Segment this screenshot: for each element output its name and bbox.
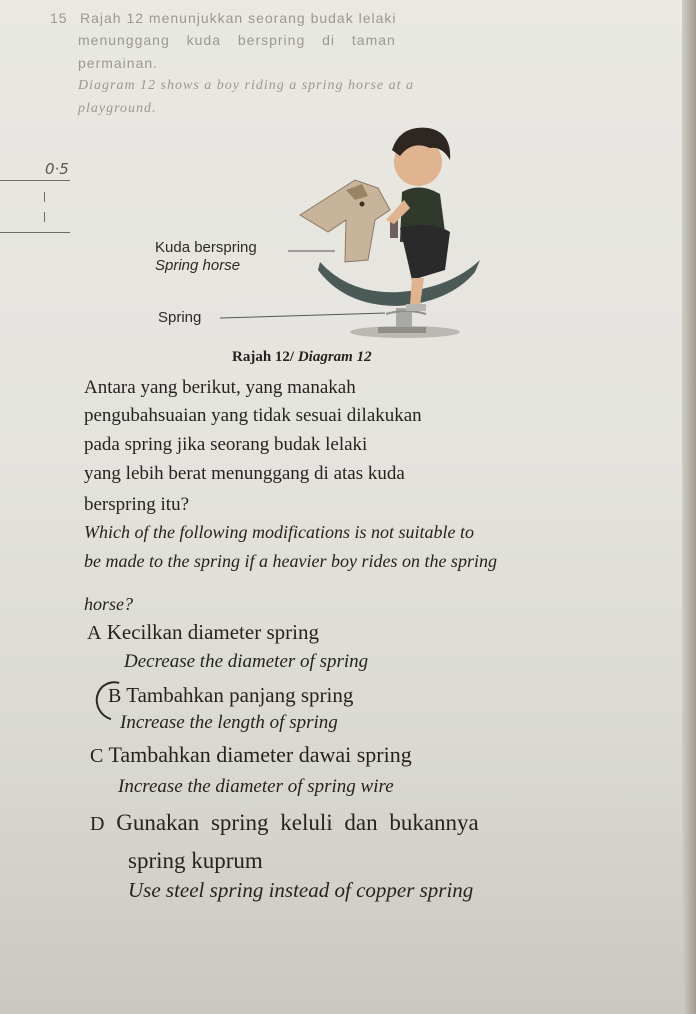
option-b-ms: Tambahkan panjang spring (126, 683, 354, 707)
horse-head (300, 180, 390, 262)
horse-eye (360, 202, 365, 207)
label-pointer-spring (220, 313, 385, 318)
stem-ms-line-4: yang lebih berat menunggang di atas kuda (84, 463, 405, 484)
option-b[interactable] (108, 683, 353, 708)
spring-horse-diagram (150, 120, 490, 350)
option-d-ms-line-2: spring kuprum (128, 848, 263, 873)
margin-tick (44, 212, 45, 222)
stem-ms-line-3: pada spring jika seorang budak lelaki (84, 434, 368, 455)
diagram-caption (232, 349, 372, 366)
option-c-letter: C (90, 745, 104, 767)
boy-shoe (406, 304, 426, 311)
intro-ms-line-2: menunggang kuda berspring di taman (78, 32, 396, 48)
margin-handwritten-note: 0·5 (45, 160, 69, 178)
caption-en: Diagram 12 (297, 349, 372, 365)
margin-line-lower (0, 232, 70, 233)
stem-ms-line-1: Antara yang berikut, yang manakah (84, 377, 356, 398)
option-d[interactable] (90, 810, 479, 836)
stem-ms-line-5: berspring itu? (84, 494, 190, 515)
option-c[interactable] (90, 742, 412, 768)
option-a[interactable] (87, 620, 319, 645)
intro-ms-line-1: Rajah 12 menunjukkan seorang budak lelaki (80, 10, 397, 26)
intro-en-line-2: playground. (78, 101, 157, 116)
option-d-en: Use steel spring instead of copper spring (128, 878, 474, 902)
horse-saddle-body (318, 260, 480, 306)
option-a-en: Decrease the diameter of spring (124, 651, 369, 672)
option-a-letter: A (87, 622, 102, 644)
option-d-letter: D (90, 813, 105, 835)
stem-ms-line-2: pengubahsuaian yang tidak sesuai dilakukan (84, 405, 422, 426)
label-spring: Spring (158, 309, 202, 326)
stem-en-line-3: horse? (84, 594, 133, 614)
stem-en-line-2: be made to the spring if a heavier boy rides on the spring (84, 551, 497, 571)
intro-ms-line-3: permainan. (78, 55, 159, 71)
option-c-en: Increase the diameter of spring wire (118, 776, 394, 797)
margin-tick (44, 192, 45, 202)
margin-line-upper (0, 180, 70, 181)
page-binding-shadow (682, 0, 696, 1014)
spring-base-plate (378, 327, 426, 333)
label-horse-en: Spring horse (155, 257, 241, 274)
boy-shorts (400, 225, 450, 280)
option-a-ms: Kecilkan diameter spring (106, 620, 319, 644)
stem-en-line-1: Which of the following modifications is not suitable to (84, 522, 474, 542)
option-c-ms: Tambahkan diameter dawai spring (108, 742, 412, 767)
option-b-letter: B (108, 685, 122, 707)
label-horse-ms: Kuda berspring (155, 239, 257, 256)
question-number: 15 (50, 10, 68, 26)
option-d-ms: Gunakan spring keluli dan bukannya (116, 810, 479, 835)
intro-en-line-1: Diagram 12 shows a boy riding a spring horse at a (78, 78, 415, 93)
caption-ms: Rajah 12/ (232, 349, 295, 365)
option-b-en: Increase the length of spring (120, 712, 338, 733)
